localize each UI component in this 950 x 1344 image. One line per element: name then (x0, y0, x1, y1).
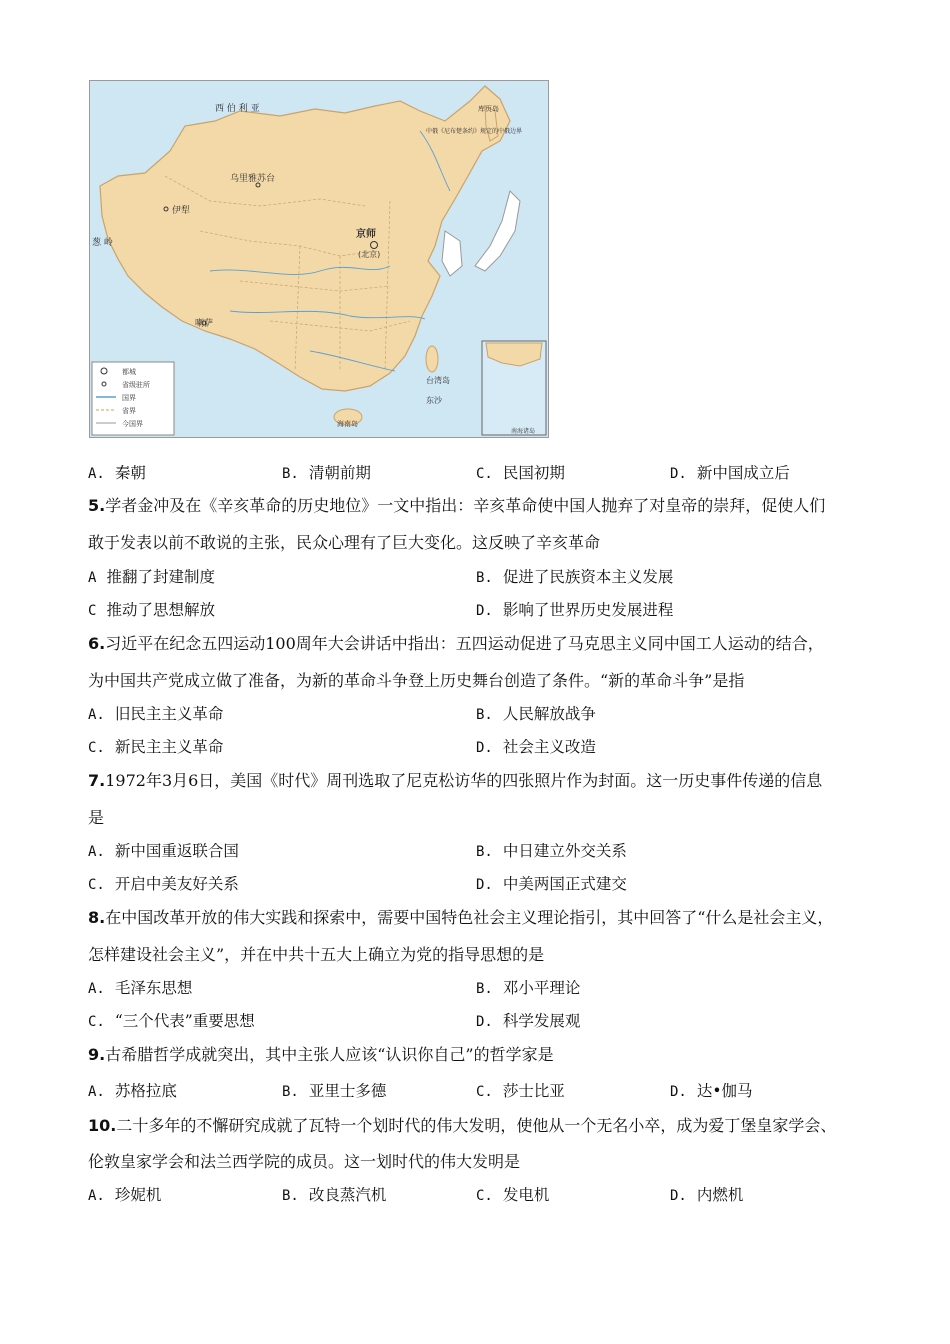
q5-stem-line2: 敢于发表以前不敢说的主张，民众心理有了巨大变化。这反映了辛亥革命 (88, 533, 601, 552)
label-taiwan: 台湾岛 (426, 376, 450, 385)
q9-stem-line1: 9.古希腊哲学成就突出，其中主张人应该“认识你自己”的哲学家是 (88, 1045, 554, 1064)
q7-option-b[interactable]: B. 中日建立外交关系 (476, 842, 627, 860)
map-graphic (90, 81, 548, 437)
q7-option-c[interactable]: C. 开启中美友好关系 (88, 875, 239, 893)
q6-option-b[interactable]: B. 人民解放战争 (476, 705, 596, 723)
q10-option-d[interactable]: D. 内燃机 (670, 1186, 744, 1204)
q10-option-b[interactable]: B. 改良蒸汽机 (282, 1186, 387, 1204)
q4-option-d[interactable]: D. 新中国成立后 (670, 464, 790, 482)
legend-national-border: 国界 (122, 394, 136, 402)
map-korea (442, 231, 462, 276)
q5-option-d[interactable]: D. 影响了世界历史发展进程 (476, 601, 674, 619)
label-urga: 乌里雅苏台 (230, 174, 276, 184)
q7-option-a[interactable]: A. 新中国重返联合国 (88, 842, 239, 860)
label-ili: 伊犁 (172, 206, 191, 216)
label-congling: 葱 岭 (92, 238, 113, 248)
q5-stem-line1: 5.学者金冲及在《辛亥革命的历史地位》一文中指出：辛亥革命使中国人抛弃了对皇帝的崇拜，促使人们 (88, 496, 826, 515)
q9-option-d[interactable]: D. 达•伽马 (670, 1082, 753, 1100)
q8-option-d[interactable]: D. 科学发展观 (476, 1012, 581, 1030)
q6-option-a[interactable]: A. 旧民主主义革命 (88, 705, 224, 723)
label-treaty: 中俄《尼布楚条约》规定的中俄边界 (426, 128, 523, 135)
map-taiwan (426, 346, 438, 372)
q8-stem-line2: 怎样建设社会主义”，并在中共十五大上确立为党的指导思想的是 (88, 945, 545, 964)
q8-stem-line1: 8.在中国改革开放的伟大实践和探索中，需要中国特色社会主义理论指引，其中回答了“什么是社会主义， (88, 908, 834, 927)
qing-dynasty-map (89, 80, 549, 438)
legend-provincial-border: 省界 (122, 407, 136, 415)
q5-option-b[interactable]: B. 促进了民族资本主义发展 (476, 568, 674, 586)
q10-option-a[interactable]: A. 珍妮机 (88, 1186, 162, 1204)
legend-provincial-seat: 省级驻所 (122, 381, 150, 389)
legend-capital: 都城 (122, 368, 136, 376)
label-dongsha: 东沙 (426, 396, 442, 405)
q4-option-b[interactable]: B. 清朝前期 (282, 464, 371, 482)
q5-option-c[interactable]: C 推动了思想解放 (88, 601, 215, 619)
q4-option-c[interactable]: C. 民国初期 (476, 464, 565, 482)
map-japan (475, 191, 520, 271)
q8-option-a[interactable]: A. 毛泽东思想 (88, 979, 193, 997)
q6-stem-line2: 为中国共产党成立做了准备，为新的革命斗争登上历史舞台创造了条件。“新的革命斗争”是指 (88, 671, 745, 690)
label-lhasa: 喇萨 (195, 319, 214, 329)
q9-option-b[interactable]: B. 亚里士多德 (282, 1082, 387, 1100)
q4-option-a[interactable]: A. 秦朝 (88, 464, 146, 482)
q8-option-b[interactable]: B. 邓小平理论 (476, 979, 581, 997)
label-siberia: 西 伯 利 亚 (215, 104, 260, 114)
q6-option-c[interactable]: C. 新民主主义革命 (88, 738, 224, 756)
q9-option-a[interactable]: A. 苏格拉底 (88, 1082, 177, 1100)
q7-stem-line1: 7.1972年3月6日，美国《时代》周刊选取了尼克松访华的四张照片作为封面。这一历史事件传递的信息 (88, 771, 823, 790)
q7-option-d[interactable]: D. 中美两国正式建交 (476, 875, 627, 893)
q10-stem-line2: 伦敦皇家学会和法兰西学院的成员。这一划时代的伟大发明是 (88, 1152, 521, 1171)
label-jingshi: 京师 (356, 229, 376, 240)
q8-option-c[interactable]: C. “三个代表”重要思想 (88, 1012, 255, 1030)
legend-modern-border: 今国界 (122, 420, 143, 428)
q5-option-a[interactable]: A 推翻了封建制度 (88, 568, 215, 586)
label-sakhalin: 库页岛 (478, 105, 499, 113)
q10-stem-line1: 10.二十多年的不懈研究成就了瓦特一个划时代的伟大发明，使他从一个无名小卒，成为爱丁堡皇家学会、 (88, 1116, 837, 1135)
q9-option-c[interactable]: C. 莎士比亚 (476, 1082, 565, 1100)
q7-stem-line2: 是 (88, 808, 105, 827)
q6-option-d[interactable]: D. 社会主义改造 (476, 738, 596, 756)
label-nanhai: 南海诸岛 (511, 428, 536, 435)
label-beijing: (北京) (358, 250, 381, 259)
label-hainan: 海南岛 (337, 420, 358, 428)
q6-stem-line1: 6.习近平在纪念五四运动100周年大会讲话中指出：五四运动促进了马克思主义同中国工人运动的结合， (88, 634, 824, 653)
q10-option-c[interactable]: C. 发电机 (476, 1186, 550, 1204)
